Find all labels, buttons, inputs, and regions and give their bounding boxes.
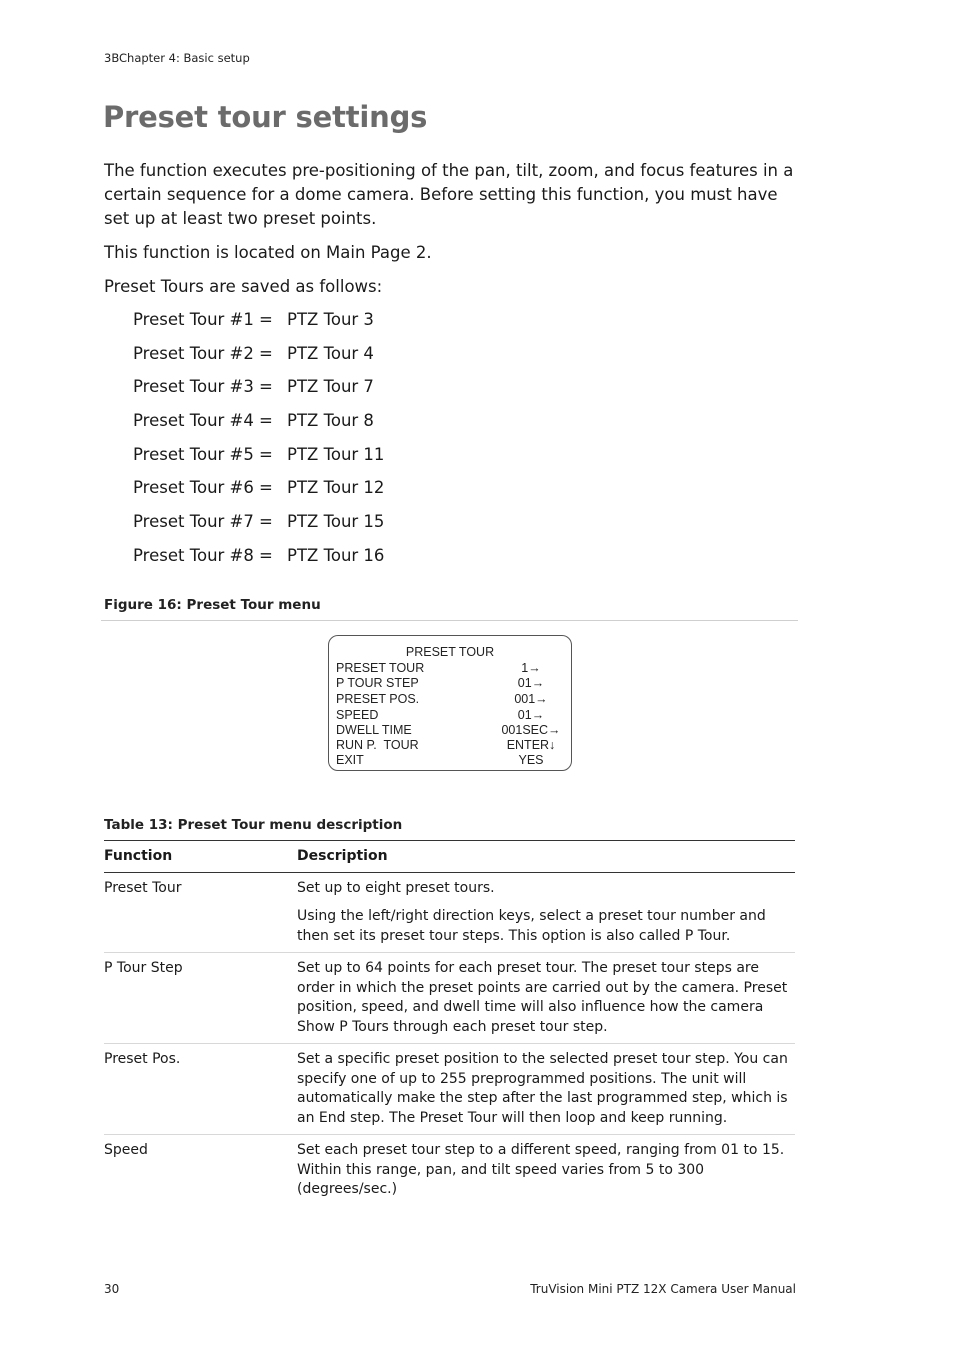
description-cell [297,953,795,1044]
menu-row [336,753,561,768]
menu-row-value: 1→ [521,661,541,675]
table-caption: Table 13: Preset Tour menu description [104,817,403,833]
table-row [104,953,795,1044]
figure-divider [101,620,798,621]
table-row [104,872,795,953]
menu-row-label: EXIT [336,753,364,767]
ptz-tour-label: PTZ Tour 16 [287,546,385,565]
menu-row-value: YES [518,753,544,767]
description-text: Set up to 64 points for each preset tour. The preset tour steps are order in which the preset points are carried out by the camera. Preset position, speed, and dwell time will also influence how the camera Show P Tours through each preset tour step. [297,960,788,1035]
menu-row [336,708,561,723]
ptz-tour-label: PTZ Tour 7 [287,377,374,396]
menu-description-table [104,840,795,1206]
description-text: Set up to eight preset tours. [297,879,495,896]
menu-row-label: PRESET TOUR [336,661,425,675]
page-title: Preset tour settings [103,100,428,134]
mapping-item [133,344,374,364]
ptz-tour-label: PTZ Tour 3 [287,310,374,329]
menu-row [336,738,561,753]
description-text: Set each preset tour step to a different speed, ranging from 01 to 15. Within this range, pan, and tilt speed varies from 5 to 300 (degrees/sec.) [297,1142,785,1197]
equals-sign: = [259,478,273,497]
menu-row-label: RUN P. TOUR [336,738,419,752]
manual-title: TruVision Mini PTZ 12X Camera User Manual [530,1282,796,1296]
chapter-header: 3BChapter 4: Basic setup [104,51,250,65]
ptz-tour-label: PTZ Tour 4 [287,344,374,363]
mapping-item [133,512,384,532]
equals-sign: = [259,377,273,396]
equals-sign: = [259,546,273,565]
function-cell: Speed [104,1142,148,1158]
preset-tour-label: Preset Tour #3 [133,377,254,396]
mapping-item [133,445,384,465]
menu-row-value: 01→ [517,676,545,690]
menu-row-label: DWELL TIME [336,723,412,737]
equals-sign: = [259,411,273,430]
menu-row-label: PRESET POS. [336,692,420,706]
table-row [104,1135,795,1206]
menu-row-label: SPEED [336,708,379,722]
menu-row-value: 001SEC→ [501,723,561,737]
menu-row [336,676,561,691]
description-text: Set a specific preset position to the selected preset tour step. You can specify one of up to 255 preprogrammed positions. The unit will automatically make the step after the last programmed step, which is an End step. The Preset Tour will then loop and keep running. [297,1051,788,1126]
equals-sign: = [259,310,273,329]
function-column-header: Function [104,841,297,873]
equals-sign: = [259,445,273,464]
function-cell: Preset Pos. [104,1044,297,1135]
intro-paragraph: The function executes pre-positioning of the pan, tilt, zoom, and focus features in a certain sequence for a dome camera. Before setting this function, you must have set up at least two preset points. [104,161,794,228]
mapping-item [133,377,374,397]
menu-row-value: ENTER↓ [506,738,556,752]
preset-tour-label: Preset Tour #8 [133,546,254,565]
ptz-tour-label: PTZ Tour 8 [287,411,374,430]
preset-tour-label: Preset Tour #5 [133,445,254,464]
menu-row-value: 01→ [517,708,545,722]
description-cell [297,1135,795,1206]
menu-title: PRESET TOUR [405,645,495,659]
preset-tour-label: Preset Tour #2 [133,344,254,363]
description-cell [297,872,795,953]
table-header-row [104,841,795,873]
mapping-item [133,478,384,498]
menu-row-label: P TOUR STEP [336,676,419,690]
description-text: Using the left/right direction keys, select a preset tour number and then set its preset tour steps. This option is also called P Tour. [297,908,766,944]
ptz-tour-label: PTZ Tour 12 [287,478,385,497]
saved-as-paragraph: Preset Tours are saved as follows: [104,277,383,296]
table-row [104,1044,795,1135]
menu-row-value: 001→ [514,692,548,706]
figure-caption: Figure 16: Preset Tour menu [104,597,321,613]
description-cell [297,1044,795,1135]
menu-row [336,692,561,707]
mapping-item [133,310,374,330]
function-cell: Preset Tour [104,872,297,953]
mapping-item [133,411,374,431]
preset-tour-label: Preset Tour #4 [133,411,254,430]
preset-tour-label: Preset Tour #6 [133,478,254,497]
preset-tour-label: Preset Tour #1 [133,310,254,329]
preset-tour-menu-figure [328,635,572,771]
description-column-header: Description [297,841,795,873]
menu-row [336,661,561,676]
ptz-tour-label: PTZ Tour 11 [287,445,385,464]
function-cell: P Tour Step [104,953,297,1044]
preset-tour-label: Preset Tour #7 [133,512,254,531]
equals-sign: = [259,512,273,531]
page-number: 30 [104,1282,120,1296]
menu-row [336,723,561,738]
location-paragraph: This function is located on Main Page 2. [104,243,432,262]
mapping-item [133,546,384,566]
equals-sign: = [259,344,273,363]
ptz-tour-label: PTZ Tour 15 [287,512,385,531]
